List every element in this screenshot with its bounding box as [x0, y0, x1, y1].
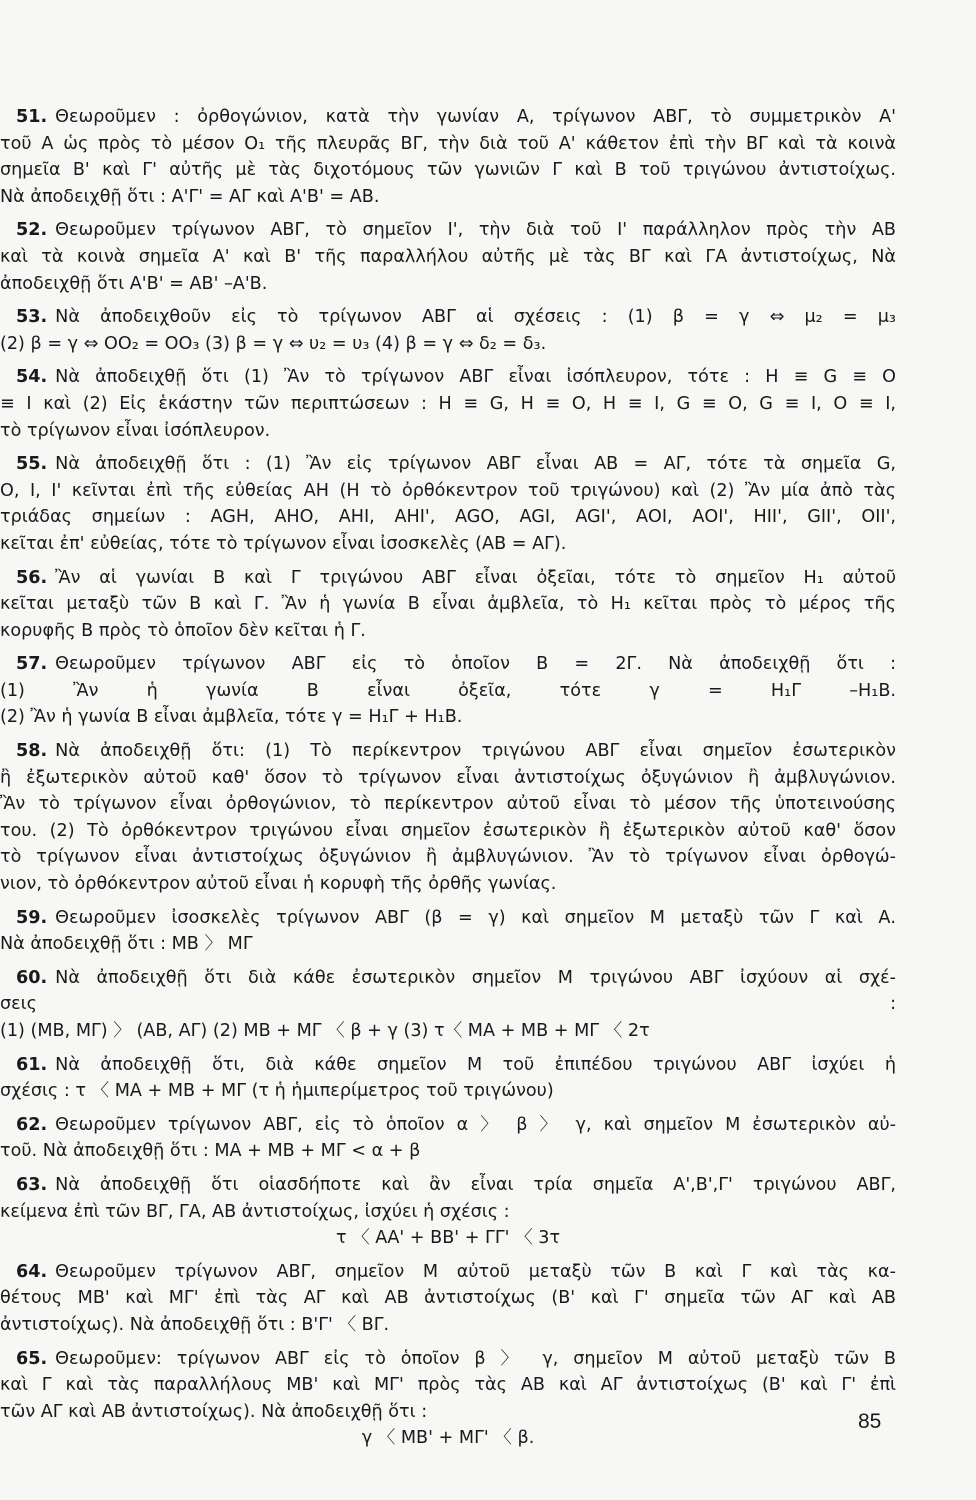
problem-53 — [0, 304, 896, 357]
centered-formula: γ 〈 ΜΒ' + ΜΓ' 〈 β. — [361, 1428, 535, 1449]
problem-text: Θεωροῦμεν τρίγωνον ΑΒΓ, τὸ σημεῖον Ι', τὴν διὰ τοῦ Ι' παράλληλον πρὸς τὴν ΑΒ — [55, 220, 896, 241]
problem-line — [0, 104, 896, 131]
problem-52 — [0, 217, 896, 297]
problem-line: του. (2) Τὸ ὀρθόκεντρον τριγώνου εἶναι σημεῖον ἐσωτερικὸν ἢ ἐξωτερικὸν αὐτοῦ καθ' ὅσον — [0, 820, 896, 841]
problem-line: ἢ ἐξωτερικὸν αὐτοῦ καθ' ὅσον τὸ τρίγωνον εἶναι ἀντιστοίχως ὀξυγώνιον ἢ ἀμβλυγώνιον. — [0, 767, 896, 788]
problem-line — [0, 1259, 896, 1286]
problem-number: 59. — [16, 907, 48, 928]
problem-text: Νὰ ἀποδειχθῇ ὅτι οἱασδήποτε καὶ ἂν εἶναι τρία σημεῖα Α',Β',Γ' τριγώνου ΑΒΓ, — [55, 1174, 896, 1195]
problem-number: 61. — [16, 1054, 48, 1075]
problem-64 — [0, 1259, 896, 1339]
problem-55 — [0, 451, 896, 557]
page-number: 85 — [858, 1410, 882, 1433]
problem-line — [0, 1112, 896, 1139]
problem-line — [0, 364, 896, 391]
problem-number: 54. — [16, 367, 48, 388]
problem-line: Ο, Ι, Ι' κεῖνται ἐπὶ τῆς εὐθείας ΑΗ (Η τὸ ὀρθόκεντρον τοῦ τριγώνου) καὶ (2) Ἂν μία ἀπὸ τὰς — [0, 480, 896, 501]
problem-line: (1) (ΜΒ, ΜΓ) 〉 (ΑΒ, ΑΓ) (2) ΜΒ + ΜΓ 〈 β + γ (3) τ〈 ΜΑ + ΜΒ + ΜΓ 〈 2τ — [0, 1021, 650, 1041]
problem-number: 51. — [16, 107, 48, 127]
problem-line: σεις : — [0, 994, 896, 1015]
problem-number: 60. — [16, 967, 48, 988]
problem-line: κεῖται μεταξὺ τῶν Β καὶ Γ. Ἂν ἡ γωνία Β εἶναι ἀμβλεῖα, τὸ Η₁ κεῖται πρὸς τὸ μέρος τῆς — [0, 594, 896, 615]
problem-text: Νὰ ἀποδειχθοῦν εἰς τὸ τρίγωνον ΑΒΓ αἱ σχέσεις : (1) β = γ ⇔ μ₂ = μ₃ — [55, 307, 896, 328]
problem-text: Θεωροῦμεν τρίγωνον ΑΒΓ εἰς τὸ ὁποῖον Β = 2Γ. Νὰ ἀποδειχθῇ ὅτι : — [55, 654, 896, 675]
problem-line — [0, 565, 896, 592]
problem-line — [0, 1052, 896, 1079]
problem-line — [0, 905, 896, 932]
problem-number: 63. — [16, 1174, 48, 1195]
problem-line: νιον, τὸ ὀρθόκεντρον αὐτοῦ εἶναι ἡ κορυφὴ τῆς ὀρθῆς γωνίας. — [0, 874, 557, 895]
problem-number: 52. — [16, 220, 48, 241]
problem-number: 65. — [16, 1348, 48, 1369]
problem-line — [0, 304, 896, 331]
problem-line: κορυφῆς Β πρὸς τὸ ὁποῖον δὲν κεῖται ἡ Γ. — [0, 620, 366, 641]
problem-text: Θεωροῦμεν : ὀρθογώνιον, κατὰ τὴν γωνίαν Α, τρίγωνον ΑΒΓ, τὸ συμμετρικὸν Α' — [55, 107, 896, 127]
problem-text: Νὰ ἀποδειχθῇ ὅτι διὰ κάθε ἐσωτερικὸν σημεῖον Μ τριγώνου ΑΒΓ ἰσχύουν αἱ σχέ- — [55, 967, 896, 988]
problem-line: (2) Ἂν ἡ γωνία Β εἶναι ἀμβλεῖα, τότε γ = Η₁Γ + Η₁Β. — [0, 707, 463, 728]
problem-line: τὸ τρίγωνον εἶναι ἰσόπλευρον. — [0, 420, 271, 441]
problem-text: Θεωροῦμεν: τρίγωνον ΑΒΓ εἰς τὸ ὁποῖον β 〉 γ, σημεῖον Μ αὐτοῦ μεταξὺ τῶν Β — [55, 1348, 896, 1369]
problem-line: τριάδας σημείων : AGH, ΑΗΟ, ΑΗΙ, ΑΗΙ', AGO, AGI, AGI', ΑΟΙ, ΑΟΙ', ΗΙΙ', GII', ΟΙΙ', — [0, 507, 896, 528]
problems-list — [0, 104, 896, 1459]
problem-text: Νὰ ἀποδειχθῇ ὅτι: (1) Τὸ περίκεντρον τριγώνου ΑΒΓ εἶναι σημεῖον ἐσωτερικὸν — [55, 741, 896, 762]
problem-line: κείμενα ἐπὶ τῶν ΒΓ, ΓΑ, ΑΒ ἀντιστοίχως, ἰσχύει ἡ σχέσις : — [0, 1201, 510, 1222]
problem-line: σχέσις : τ 〈 ΜΑ + ΜΒ + ΜΓ (τ ἡ ἡμιπερίμετρος τοῦ τριγώνου) — [0, 1081, 554, 1102]
problem-line — [0, 738, 896, 765]
problem-line: ἀντιστοίχως). Νὰ ἀποδειχθῇ ὅτι : Β'Γ' 〈 ΒΓ. — [0, 1314, 390, 1335]
problem-51 — [0, 104, 896, 210]
problem-number: 53. — [16, 307, 48, 328]
problem-line: θέτους ΜΒ' καὶ ΜΓ' ἐπὶ τὰς ΑΓ καὶ ΑΒ ἀντιστοίχως (Β' καὶ Γ' σημεῖα τῶν ΑΓ καὶ ΑΒ — [0, 1288, 896, 1309]
problem-line: καὶ τὰ κοινὰ σημεῖα Α' καὶ Β' τῆς παραλλήλου αὐτῆς μὲ τὰς ΒΓ καὶ ΓΑ ἀντιστοίχως, Νὰ — [0, 246, 896, 267]
problem-line: τοῦ Α ὡς πρὸς τὸ μέσον O₁ τῆς πλευρᾶς ΒΓ, τὴν διὰ τοῦ Α' κάθετον ἐπὶ τὴν ΒΓ καὶ τὰ κοινὰ — [0, 133, 896, 154]
problem-number: 55. — [16, 454, 48, 475]
problem-number: 58. — [16, 741, 48, 762]
problem-65 — [0, 1346, 896, 1452]
problem-number: 62. — [16, 1114, 48, 1135]
problem-text: Νὰ ἀποδειχθῇ ὅτι : (1) Ἂν εἰς τρίγωνον ΑΒΓ εἶναι ΑΒ = ΑΓ, τότε τὰ σημεῖα G, — [55, 454, 896, 475]
problem-63 — [0, 1172, 896, 1252]
problem-number: 56. — [16, 567, 48, 588]
centered-formula: τ 〈 ΑΑ' + ΒΒ' + ΓΓ' 〈 3τ — [335, 1228, 561, 1249]
problem-line — [0, 217, 896, 244]
problem-54 — [0, 364, 896, 444]
problem-line — [0, 1172, 896, 1199]
problem-number: 57. — [16, 654, 48, 675]
problem-line: Νὰ ἀποδειχθῇ ὅτι : ΜΒ 〉 ΜΓ — [0, 934, 253, 955]
problem-58 — [0, 738, 896, 898]
problem-line: τοῦ. Νὰ ἀποδειχθῇ ὅτι : ΜΑ + ΜΒ + ΜΓ < α + β — [0, 1141, 421, 1162]
problem-56 — [0, 565, 896, 645]
problem-line: Ἂν τὸ τρίγωνον εἶναι ὀρθογώνιον, τὸ περίκεντρον αὐτοῦ εἶναι τὸ μέσον τῆς ὑποτεινούσης — [0, 794, 896, 815]
problem-number: 64. — [16, 1261, 48, 1282]
problem-line — [0, 651, 896, 678]
problem-text: Νὰ ἀποδειχθῇ ὅτι (1) Ἂν τὸ τρίγωνον ΑΒΓ εἶναι ἰσόπλευρον, τότε : Η ≡ G ≡ Ο — [55, 367, 896, 388]
problem-line: κεῖται ἐπ' εὐθείας, τότε τὸ τρίγωνον εἶναι ἰσοσκελὲς (ΑΒ = ΑΓ). — [0, 533, 567, 554]
problem-59 — [0, 905, 896, 958]
problem-61 — [0, 1052, 896, 1105]
problem-line: τῶν ΑΓ καὶ ΑΒ ἀντιστοίχως). Νὰ ἀποδειχθῇ ὅτι : — [0, 1401, 428, 1422]
problem-60 — [0, 965, 896, 1045]
problem-line — [0, 965, 896, 992]
problem-line: σημεῖα Β' καὶ Γ' αὐτῆς μὲ τὰς διχοτόμους τῶν γωνιῶν Γ καὶ Β τοῦ τριγώνου ἀντιστοίχως. — [0, 160, 896, 181]
problem-text: Θεωροῦμεν ἰσοσκελὲς τρίγωνον ΑΒΓ (β = γ) καὶ σημεῖον Μ μεταξὺ τῶν Γ καὶ Α. — [55, 907, 896, 928]
problem-line: Νὰ ἀποδειχθῇ ὅτι : Α'Γ' = ΑΓ καὶ Α'Β' = ΑΒ. — [0, 186, 380, 207]
problem-text: Θεωροῦμεν τρίγωνον ΑΒΓ, εἰς τὸ ὁποῖον α 〉 β 〉 γ, καὶ σημεῖον Μ ἐσωτερικὸν αὐ- — [55, 1114, 896, 1135]
problem-text: Θεωροῦμεν τρίγωνον ΑΒΓ, σημεῖον Μ αὐτοῦ μεταξὺ τῶν Β καὶ Γ καὶ τὰς κα- — [55, 1261, 896, 1282]
problem-line — [0, 451, 896, 478]
problem-text: Ἂν αἱ γωνίαι Β καὶ Γ τριγώνου ΑΒΓ εἶναι ὀξεῖαι, τότε τὸ σημεῖον Η₁ αὐτοῦ — [55, 567, 896, 588]
problem-text: Νὰ ἀποδειχθῇ ὅτι, διὰ κάθε σημεῖον Μ τοῦ ἐπιπέδου τριγώνου ΑΒΓ ἰσχύει ἡ — [55, 1054, 896, 1075]
problem-line — [0, 1346, 896, 1373]
problem-62 — [0, 1112, 896, 1165]
problem-57 — [0, 651, 896, 731]
problem-line: τὸ τρίγωνον εἶναι ἀντιστοίχως ὀξυγώνιον ἢ ἀμβλυγώνιον. Ἂν τὸ τρίγωνον εἶναι ὀρθογώ- — [0, 847, 896, 868]
problem-line: καὶ Γ καὶ τὰς παραλλήλους ΜΒ' καὶ ΜΓ' πρὸς τὰς ΑΒ καὶ ΑΓ ἀντιστοίχως (Β' καὶ Γ' ἐπὶ — [0, 1375, 896, 1396]
problem-line: (1) Ἂν ἡ γωνία Β εἶναι ὀξεῖα, τότε γ = Η₁Γ –Η₁Β. — [0, 680, 896, 701]
problem-line: ≡ Ι καὶ (2) Εἰς ἑκάστην τῶν περιπτώσεων : Η ≡ G, Η ≡ Ο, Η ≡ Ι, G ≡ Ο, G ≡ Ι, Ο ≡ Ι, — [0, 393, 896, 414]
problem-line: ἀποδειχθῇ ὅτι Α'Β' = ΑΒ' –Α'Β. — [0, 273, 268, 294]
problem-line: (2) β = γ ⇔ ΟΟ₂ = ΟΟ₃ (3) β = γ ⇔ υ₂ = υ₃ (4) β = γ ⇔ δ₂ = δ₃. — [0, 333, 547, 354]
